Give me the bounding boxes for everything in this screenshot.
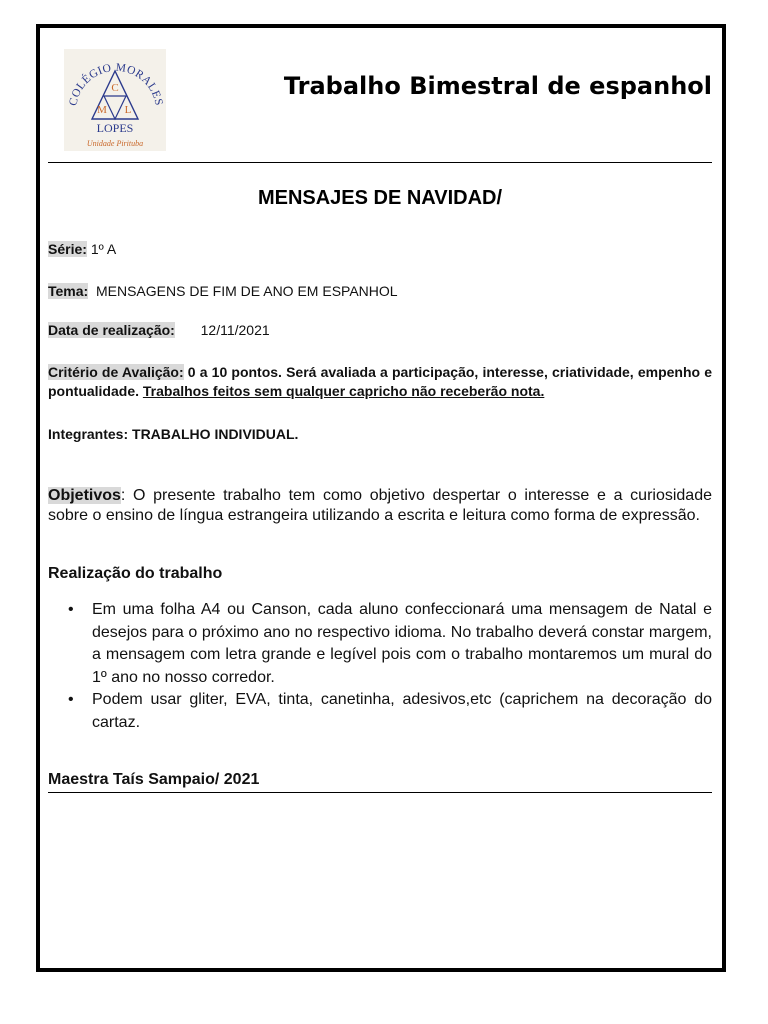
bullet-icon: • [68, 601, 74, 618]
data-label: Data de realização: [48, 322, 175, 338]
logo-letter-m: M [97, 104, 107, 116]
serie-label: Série: [48, 241, 87, 257]
tema-label: Tema: [48, 283, 89, 299]
criterio-field [48, 363, 712, 401]
logo-letter-c: C [111, 82, 119, 94]
objetivos-text: : O presente trabalho tem como objetivo despertar o interesse e a curiosidade sobre o ensino de língua estrangeira utilizando a escrita e leitura como forma de expressão. [48, 487, 712, 524]
integrantes-field: Integrantes: TRABALHO INDIVIDUAL. [48, 426, 299, 442]
objetivos-field [48, 486, 712, 526]
objetivos-label: Objetivos [48, 487, 121, 504]
main-heading: MENSAJES DE NAVIDAD/ [257, 187, 503, 209]
criterio-label: Critério de Avalição: [48, 364, 184, 380]
logo-name: LOPES [96, 121, 134, 135]
list-item-text: Podem usar gliter, EVA, tinta, canetinha, adesivos,etc (caprichem na decoração do cartaz. [92, 691, 712, 731]
list-item [68, 689, 712, 734]
logo-letter-l: L [124, 104, 132, 116]
signature: Maestra Taís Sampaio/ 2021 [48, 771, 260, 788]
signature-divider [48, 792, 712, 793]
list-item [68, 599, 712, 689]
document-title: Trabalho Bimestral de espanhol [283, 72, 712, 100]
realizacao-heading: Realização do trabalho [48, 565, 223, 582]
tema-field [48, 282, 712, 301]
logo-unit: Unidade Pirituba [86, 139, 144, 148]
logo-arc-text: COLÉGIO MORALES [67, 61, 165, 107]
task-list [48, 599, 712, 734]
data-value: 12/11/2021 [200, 322, 270, 338]
data-field [48, 321, 712, 340]
criterio-note: Trabalhos feitos sem qualquer capricho não receberão nota. [142, 383, 545, 399]
header-divider [48, 162, 712, 163]
serie-value: 1º A [90, 241, 117, 257]
school-logo [64, 49, 166, 151]
serie-field [48, 240, 712, 259]
bullet-icon: • [68, 691, 74, 708]
criterio-value: 0 a 10 pontos. Será avaliada a participação, interesse, criatividade, empenho e pontualidade. [48, 364, 712, 399]
list-item-text: Em uma folha A4 ou Canson, cada aluno confeccionará uma mensagem de Natal e desejos para o próximo ano no respectivo idioma. No trabalho deverá constar margem, a mensagem com letra grande e legível pois com o trabalho montaremos um mural do 1º ano no nosso corredor. [92, 601, 712, 686]
tema-value: MENSAGENS DE FIM DE ANO EM ESPANHOL [95, 283, 398, 299]
